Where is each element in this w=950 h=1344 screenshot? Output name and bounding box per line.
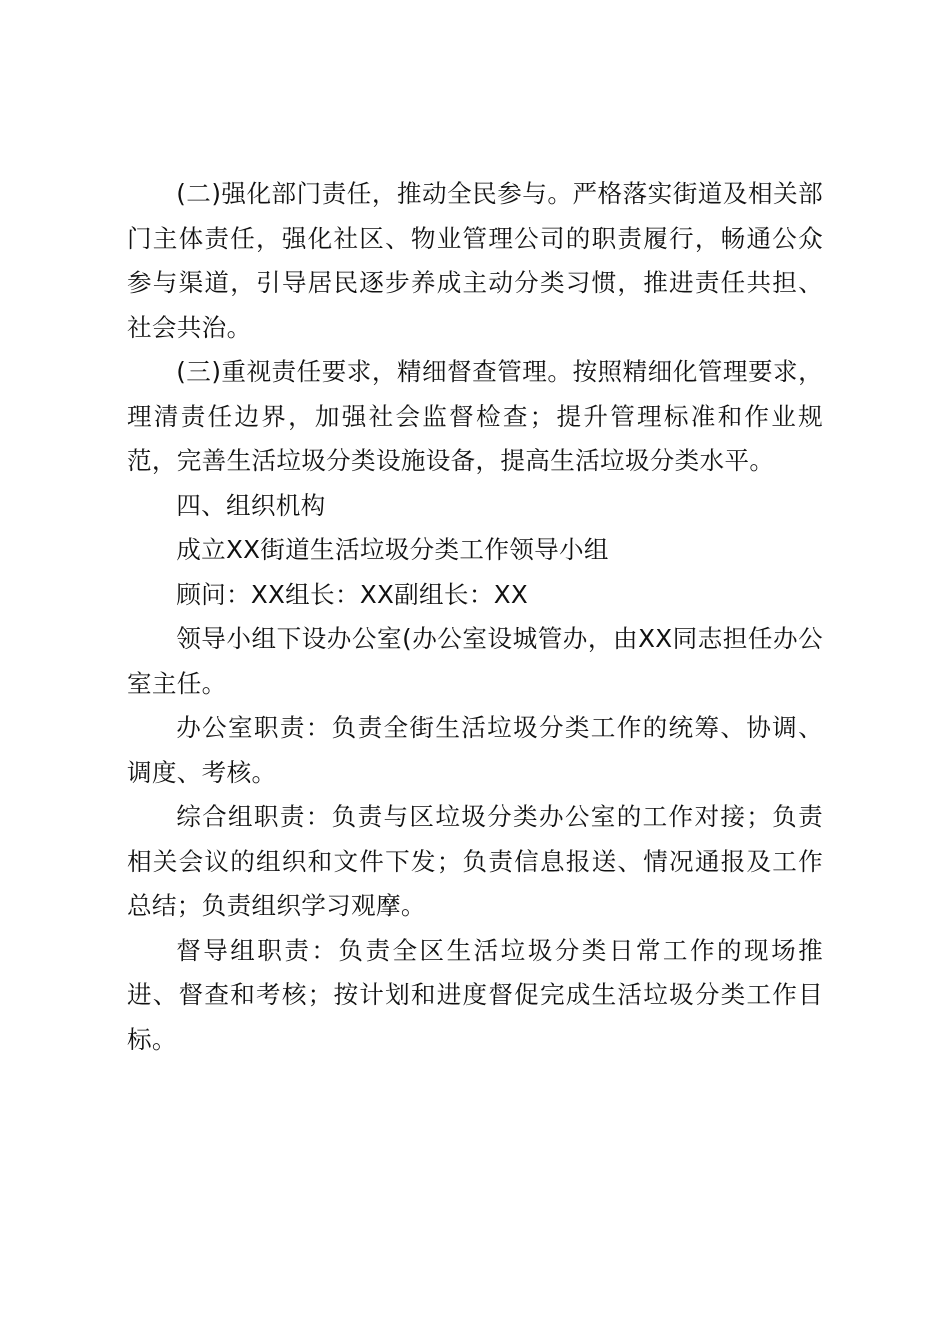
document-body bbox=[127, 172, 823, 1062]
paragraph-responsibility: (二)强化部门责任，推动全民参与。严格落实街道及相关部门主体责任，强化社区、物业管理公司的职责履行，畅通公众参与渠道，引导居民逐步养成主动分类习惯，推进责任共担、社会共治。 bbox=[127, 179, 823, 342]
paragraph-members: 顾问：XX组长：XX副组长：XX bbox=[176, 579, 529, 609]
paragraph-leading-group: 成立XX街道生活垃圾分类工作领导小组 bbox=[176, 535, 609, 564]
paragraph-office-duties: 办公室职责：负责全街生活垃圾分类工作的统筹、协调、调度、考核。 bbox=[127, 713, 823, 787]
section-heading-organization: 四、组织机构 bbox=[176, 490, 326, 520]
paragraph-general-group-duties: 综合组职责：负责与区垃圾分类办公室的工作对接；负责相关会议的组织和文件下发；负责信息报送、情况通报及工作总结；负责组织学习观摩。 bbox=[127, 802, 823, 920]
paragraph-supervision-group-duties: 督导组职责：负责全区生活垃圾分类日常工作的现场推进、督查和考核；按计划和进度督促完成生活垃圾分类工作目标。 bbox=[127, 935, 823, 1054]
paragraph-office: 领导小组下设办公室(办公室设城管办，由XX同志担任办公室主任。 bbox=[127, 624, 823, 698]
paragraph-supervision: (三)重视责任要求，精细督查管理。按照精细化管理要求，理清责任边界，加强社会监督检查；提升管理标准和作业规范，完善生活垃圾分类设施设备，提高生活垃圾分类水平。 bbox=[127, 357, 823, 475]
